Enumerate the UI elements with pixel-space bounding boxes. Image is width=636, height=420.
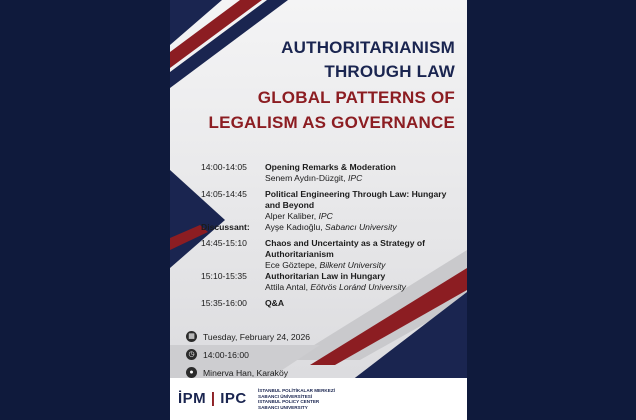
agenda-time: 15:10-15:35 xyxy=(201,271,247,281)
agenda-affiliation: Bilkent University xyxy=(319,260,386,270)
agenda-affiliation: IPC xyxy=(347,173,363,183)
event-date: Tuesday, February 24, 2026 xyxy=(203,332,311,342)
event-info xyxy=(186,330,310,384)
agenda-item xyxy=(201,162,455,184)
agenda-item xyxy=(201,189,455,222)
logo-separator: | xyxy=(210,390,216,407)
org-name-tr: İSTANBUL POLİTİKALAR MERKEZİ xyxy=(258,388,335,393)
agenda-title: Chaos and Uncertainty as a Strategy of Authoritarianism xyxy=(265,238,425,259)
title-line-3: GLOBAL PATTERNS OF xyxy=(257,88,455,107)
title-line-1: AUTHORITARIANISM xyxy=(281,38,455,57)
title-line-4: LEGALISM AS GOVERNANCE xyxy=(208,113,455,132)
event-location: Minerva Han, Karaköy xyxy=(203,368,289,378)
agenda-speaker: Ayşe Kadıoğlu, xyxy=(265,222,326,232)
agenda-affiliation: IPC xyxy=(318,211,333,221)
event-time: 14:00-16:00 xyxy=(203,350,249,360)
location-pin-icon: ● xyxy=(186,367,197,378)
agenda-list xyxy=(201,162,455,309)
agenda-speaker: Senem Aydın-Düzgit, xyxy=(265,173,348,183)
org-name-en: ISTANBUL POLICY CENTER xyxy=(258,399,320,404)
agenda-time: Discussant: xyxy=(201,222,250,232)
agenda-item xyxy=(201,238,455,271)
agenda-affiliation: Eötvös Loránd University xyxy=(310,282,406,292)
agenda-item xyxy=(201,222,455,233)
agenda-time: 14:00-14:05 xyxy=(201,162,247,172)
agenda-item xyxy=(201,298,455,309)
calendar-icon: ▦ xyxy=(186,331,197,342)
agenda-time: 14:45-15:10 xyxy=(201,238,247,248)
agenda-speaker: Attila Antal, xyxy=(265,282,311,292)
agenda-affiliation: Sabancı University xyxy=(325,222,397,232)
event-poster xyxy=(170,0,467,420)
agenda-time: 14:05-14:45 xyxy=(201,189,247,199)
agenda-title: Political Engineering Through Law: Hungary and Beyond xyxy=(265,189,447,210)
org-univ-en: SABANCI UNIVERSITY xyxy=(258,404,308,410)
agenda-time: 15:35-16:00 xyxy=(201,298,247,308)
organization-names xyxy=(258,388,335,410)
logo-ipm: İPM xyxy=(178,390,207,407)
agenda-title: Opening Remarks & Moderation xyxy=(265,162,396,172)
org-univ-tr: SABANCI ÜNİVERSİTESİ xyxy=(258,393,313,399)
clock-icon: ◷ xyxy=(186,349,197,360)
title-line-2: THROUGH LAW xyxy=(324,62,455,81)
agenda-speaker: Alper Kaliber, xyxy=(265,211,319,221)
ipm-ipc-logo xyxy=(178,390,247,407)
agenda-speaker: Ece Göztepe, xyxy=(265,260,320,270)
agenda-title: Q&A xyxy=(265,298,285,308)
agenda-item xyxy=(201,271,455,293)
logo-ipc: IPC xyxy=(220,390,247,407)
agenda-title: Authoritarian Law in Hungary xyxy=(265,271,386,281)
footer-logo-bar xyxy=(170,378,467,420)
